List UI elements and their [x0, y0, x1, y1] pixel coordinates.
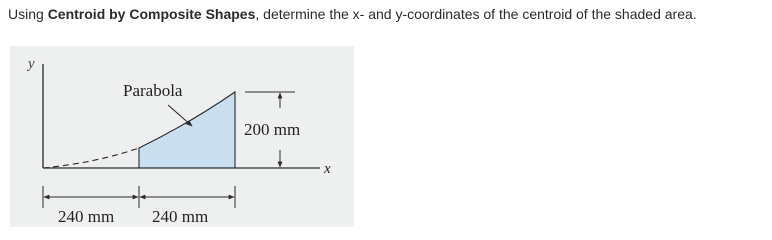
question-suffix: , determine the x- and y-coordinates of the centroid of the shaded area. [255, 6, 697, 22]
height-dimension-label: 200 mm [244, 120, 301, 139]
parabola-label: Parabola [123, 81, 183, 100]
question-prefix: Using [8, 6, 48, 22]
width-dimension-right-label: 240 mm [152, 207, 209, 226]
question-text [8, 6, 697, 22]
centroid-figure [10, 46, 354, 227]
x-axis-label: x [324, 161, 331, 177]
question-method: Centroid by Composite Shapes [47, 6, 256, 22]
y-axis-label: y [28, 56, 35, 72]
width-dimension-left-label: 240 mm [58, 207, 115, 226]
